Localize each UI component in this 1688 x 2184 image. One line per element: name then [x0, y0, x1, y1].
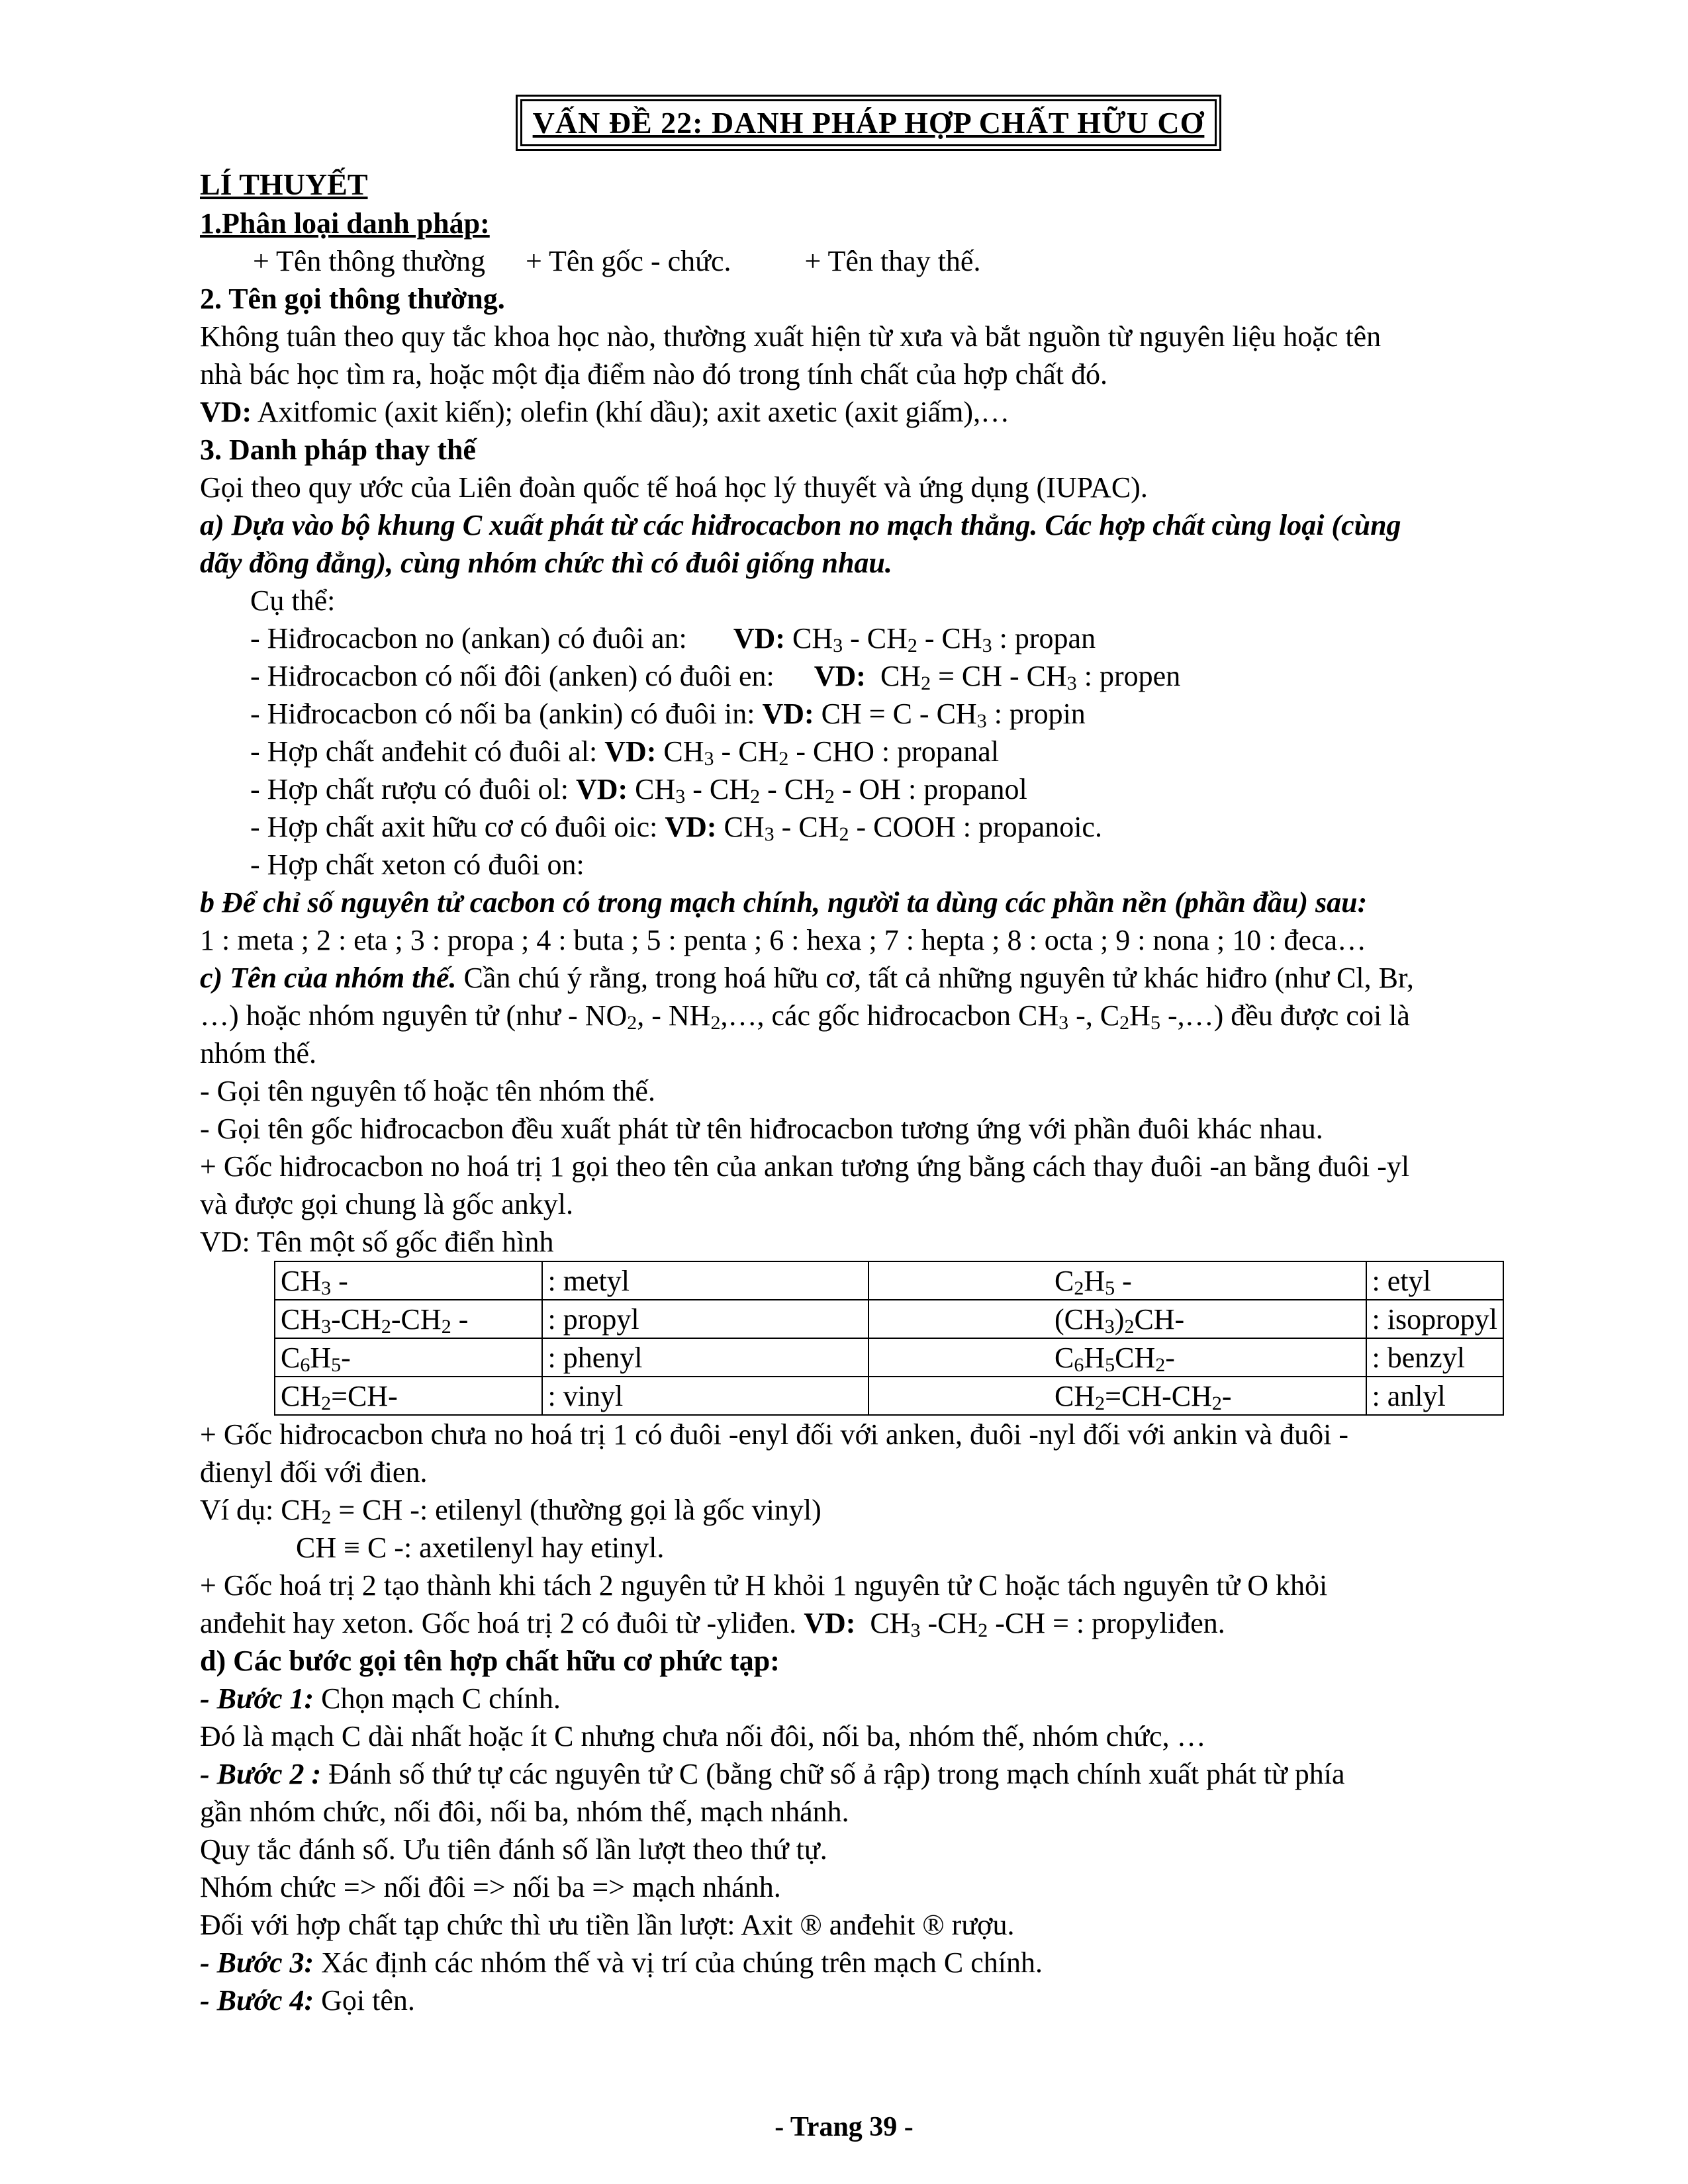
- table-cell: $C_6H_5CH_2-$: [868, 1338, 1366, 1377]
- s3-b-list: 1 : meta ; 2 : eta ; 3 : propa ; 4 : buta ; 5 : penta ; 6 : hexa ; 7 : hepta ; 8 : octa ; 9 : nona ; 10 : đeca…: [200, 924, 1367, 956]
- s3-a-line2: dãy đồng đẳng), cùng nhóm chức thì có đuôi giống nhau.: [200, 547, 892, 579]
- table-cell: : anlyl: [1366, 1377, 1503, 1415]
- table-cell: $CH_2=CH-$: [275, 1377, 542, 1415]
- s3-b-heading: b Để chỉ số nguyên tử cacbon có trong mạch chính, người ta dùng các phần nền (phần đầu) sau:: [200, 886, 1368, 919]
- divalent-line2: anđehit hay xeton. Gốc hoá trị 2 có đuôi từ -yliđen. VD: $CH_3$ $-CH_2$ -CH = : propyliđen.: [200, 1607, 1225, 1641]
- s3-specific: Cụ thể:: [250, 584, 336, 617]
- page-title: VẤN ĐỀ 22: DANH PHÁP HỢP CHẤT HỮU CƠ: [520, 99, 1217, 146]
- step2: - Bước 2 : Đánh số thứ tự các nguyên tử C (bằng chữ số ả rập) trong mạch chính xuất phát từ phía: [200, 1758, 1345, 1790]
- s3-c-line2: …) hoặc nhóm nguyên tử (như - $NO_2$, - $NH_2,\dots$, các gốc hiđrocacbon $CH_3$ -, $C_2H_5$ -,…) đều được coi là: [200, 999, 1410, 1034]
- table-cell: $CH_3$ -: [275, 1261, 542, 1300]
- table-cell: : vinyl: [542, 1377, 868, 1415]
- s1-items: [200, 242, 1537, 280]
- table-cell: : phenyl: [542, 1338, 868, 1377]
- s3d-heading: d) Các bước gọi tên hợp chất hữu cơ phức tạp:: [200, 1645, 780, 1677]
- step2-cont: gần nhóm chức, nối đôi, nối ba, nhóm thế, mạch nhánh.: [200, 1796, 849, 1828]
- s3-a-line1: a) Dựa vào bộ khung C xuất phát từ các hiđrocacbon no mạch thẳng. Các hợp chất cùng loại (cùng: [200, 509, 1401, 541]
- title-box: [200, 99, 1537, 146]
- ex-andehit: - Hợp chất anđehit có đuôi al: VD: $CH_3 - CH_2$ - CHO : propanal: [250, 735, 1000, 770]
- table-row: [275, 1261, 1503, 1300]
- document-page: [200, 99, 1537, 2019]
- ex-ankan: - Hiđrocacbon no (ankan) có đuôi an: VD: $CH_3 - CH_2 - CH_3$ : propan: [250, 622, 1096, 657]
- numbering-rule: Quy tắc đánh số. Ưu tiên đánh số lần lượt theo thứ tự.: [200, 1833, 827, 1866]
- page-number: - Trang 39 -: [774, 2112, 914, 2142]
- s1-item3: + Tên thay thế.: [804, 245, 981, 277]
- table-cell: $C_2H_5$ -: [868, 1261, 1366, 1300]
- s1-heading: 1.Phân loại danh pháp:: [200, 207, 490, 240]
- unsat-line1: + Gốc hiđrocacbon chưa no hoá trị 1 có đuôi -enyl đối với anken, đuôi -nyl đối với ankin và đuôi -: [200, 1418, 1349, 1451]
- table-caption: VD: Tên một số gốc điển hình: [200, 1226, 554, 1258]
- s3-intro: Gọi theo quy ước của Liên đoàn quốc tế hoá học lý thuyết và ứng dụng (IUPAC).: [200, 471, 1148, 504]
- s3-c-line7: và được gọi chung là gốc ankyl.: [200, 1188, 573, 1220]
- s3-c-line5: - Gọi tên gốc hiđrocacbon đều xuất phát từ tên hiđrocacbon tương ứng với phần đuôi khác nhau.: [200, 1113, 1323, 1145]
- numbering-order: Nhóm chức => nối đôi => nối ba => mạch nhánh.: [200, 1871, 781, 1903]
- s3-c-line1: c) Tên của nhóm thế. Cần chú ý rằng, trong hoá hữu cơ, tất cả những nguyên tử khác hiđro (như Cl, Br,: [200, 962, 1414, 994]
- s1-item1: + Tên thông thường: [253, 245, 485, 277]
- s2-heading: 2. Tên gọi thông thường.: [200, 283, 505, 315]
- complex-priority: Đối với hợp chất tạp chức thì ưu tiền lần lượt: Axit ® anđehit ® rượu.: [200, 1909, 1015, 1941]
- ex-axit: - Hợp chất axit hữu cơ có đuôi oic: VD: $CH_3 - CH_2$ - COOH : propanoic.: [250, 811, 1102, 845]
- s3-c-line4: - Gọi tên nguyên tố hoặc tên nhóm thế.: [200, 1075, 655, 1107]
- unsat-line2: đienyl đối với đien.: [200, 1456, 428, 1488]
- s3-c-line6: + Gốc hiđrocacbon no hoá trị 1 gọi theo tên của ankan tương ứng bằng cách thay đuôi -an bằng đuôi -yl: [200, 1150, 1410, 1183]
- table-cell: : metyl: [542, 1261, 868, 1300]
- s3-c-line3: nhóm thế.: [200, 1037, 316, 1069]
- ex-xeton: - Hợp chất xeton có đuôi on:: [250, 848, 585, 881]
- s2-para2: nhà bác học tìm ra, hoặc một địa điểm nào đó trong tính chất của hợp chất đó.: [200, 358, 1107, 390]
- table-row: [275, 1338, 1503, 1377]
- s3-heading: 3. Danh pháp thay thế: [200, 433, 476, 466]
- groups-table: [274, 1261, 1504, 1416]
- table-cell: $CH_2=CH-CH_2-$: [868, 1377, 1366, 1415]
- unsat-ex1: Ví dụ: $CH_2$ = CH -: etilenyl (thường gọi là gốc vinyl): [200, 1494, 821, 1528]
- step1-desc: Đó là mạch C dài nhất hoặc ít C nhưng chưa nối đôi, nối ba, nhóm thế, nhóm chức, …: [200, 1720, 1206, 1752]
- unsat-ex2: CH ≡ C -: axetilenyl hay etinyl.: [296, 1531, 665, 1564]
- table-row: [275, 1300, 1503, 1338]
- table-cell: $C_6H_5-$: [275, 1338, 542, 1377]
- table-row: [275, 1377, 1503, 1415]
- table-cell: : etyl: [1366, 1261, 1503, 1300]
- s1-item2: + Tên gốc - chức.: [526, 245, 731, 277]
- table-cell: $(CH_3)_2CH-$: [868, 1300, 1366, 1338]
- section-theory-heading: LÍ THUYẾT: [200, 167, 368, 201]
- ex-ankin: - Hiđrocacbon có nối ba (ankin) có đuôi in: VD: CH = C - $CH_3$ : propin: [250, 698, 1086, 732]
- table-cell: : benzyl: [1366, 1338, 1503, 1377]
- s2-vd: VD: Axitfomic (axit kiến); olefin (khí dầu); axit axetic (axit giấm),…: [200, 396, 1010, 428]
- table-cell: : isopropyl: [1366, 1300, 1503, 1338]
- table-cell: $CH_3-CH_2-CH_2$ -: [275, 1300, 542, 1338]
- ex-ruou: - Hợp chất rượu có đuôi ol: VD: $CH_3 - CH_2 - CH_2$ - OH : propanol: [250, 773, 1027, 807]
- step3: - Bước 3: Xác định các nhóm thế và vị trí của chúng trên mạch C chính.: [200, 1946, 1043, 1979]
- s2-para1: Không tuân theo quy tắc khoa học nào, thường xuất hiện từ xưa và bắt nguồn từ nguyên liệu hoặc tên: [200, 320, 1382, 353]
- divalent-line1: + Gốc hoá trị 2 tạo thành khi tách 2 nguyên tử H khỏi 1 nguyên tử C hoặc tách nguyên tử O khỏi: [200, 1569, 1328, 1602]
- step1: - Bước 1: Chọn mạch C chính.: [200, 1682, 561, 1715]
- ex-anken: - Hiđrocacbon có nối đôi (anken) có đuôi en: VD: $CH_2$ = CH - $CH_3$ : propen: [250, 660, 1181, 694]
- step4: - Bước 4: Gọi tên.: [200, 1984, 415, 2017]
- table-cell: : propyl: [542, 1300, 868, 1338]
